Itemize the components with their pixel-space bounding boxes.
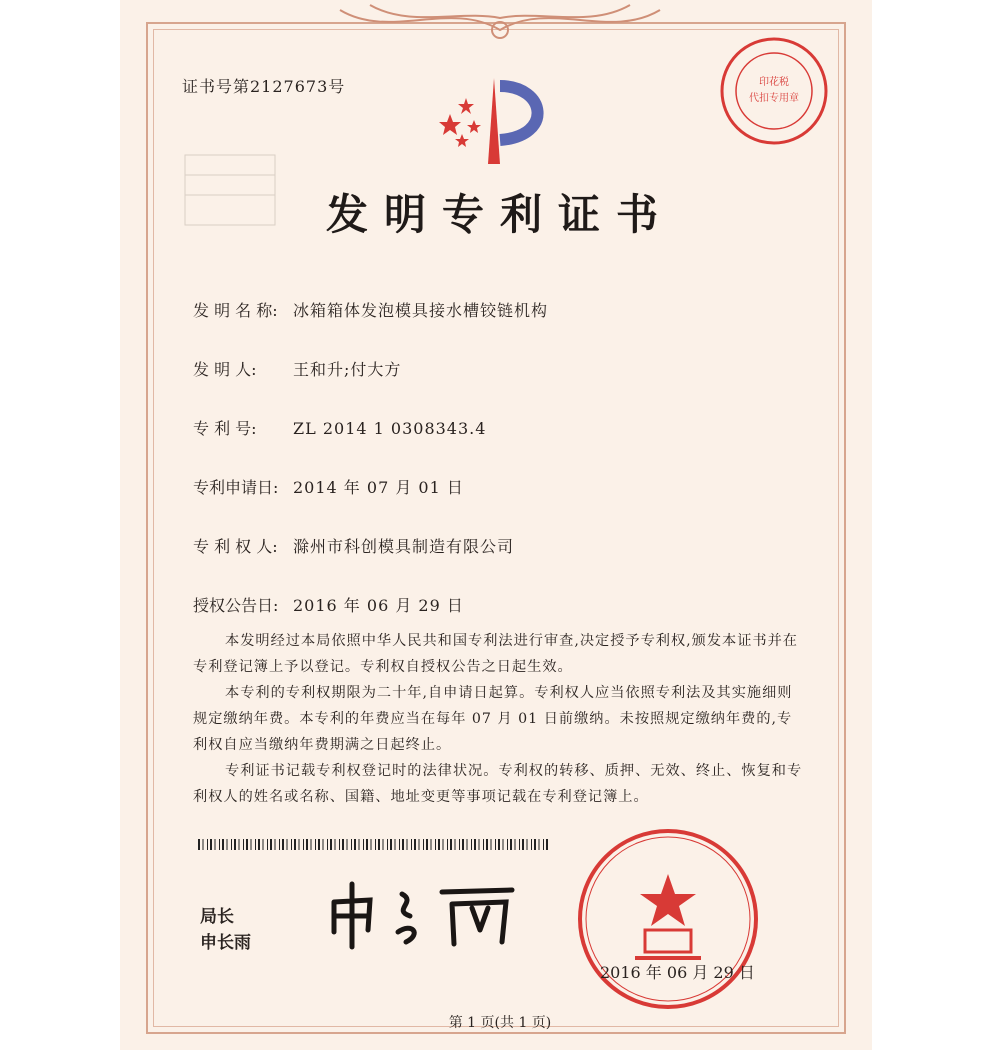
field-value: 滁州市科创模具制造有限公司 bbox=[293, 537, 515, 556]
field-label: 发 明 人: bbox=[193, 360, 257, 379]
barcode-bar bbox=[510, 839, 512, 850]
barcode-bar bbox=[347, 839, 348, 850]
page-number: 第 1 页(共 1 页) bbox=[448, 1015, 552, 1031]
paragraph: 本发明经过本局依照中华人民共和国专利法进行审查,决定授予专利权,颁发本证书并在专利登记簿上予以登记。专利权自授权公告之日起生效。 bbox=[193, 633, 798, 675]
barcode-bar bbox=[414, 839, 416, 850]
barcode-bar bbox=[198, 839, 200, 850]
barcode-bar bbox=[227, 839, 228, 850]
barcode-bar bbox=[527, 839, 528, 850]
field-grant-date bbox=[193, 593, 464, 616]
barcode-bar bbox=[323, 839, 324, 850]
barcode-bar bbox=[371, 839, 372, 850]
barcode-bar bbox=[282, 839, 284, 850]
barcode-bar bbox=[495, 839, 496, 850]
barcode-bar bbox=[375, 839, 376, 850]
barcode-bar bbox=[270, 839, 272, 850]
official-seal bbox=[575, 826, 761, 1012]
field-invention-name bbox=[193, 298, 548, 321]
field-label: 授权公告日: bbox=[193, 596, 279, 615]
svg-text:代扣专用章: 代扣专用章 bbox=[749, 93, 799, 104]
barcode-bar bbox=[207, 839, 208, 850]
barcode-bar bbox=[311, 839, 312, 850]
barcode-bar bbox=[423, 839, 424, 850]
barcode-bar bbox=[483, 839, 484, 850]
barcode-bar bbox=[210, 839, 212, 850]
svg-text:印花税: 印花税 bbox=[759, 77, 789, 88]
barcode-bar bbox=[503, 839, 504, 850]
handwritten-signature bbox=[322, 872, 532, 952]
barcode-bar bbox=[263, 839, 264, 850]
barcode-bar bbox=[294, 839, 296, 850]
barcode-bar bbox=[327, 839, 328, 850]
top-ornament bbox=[330, 0, 670, 46]
certificate-title: 发明专利证书 bbox=[325, 190, 674, 239]
signatory-block bbox=[200, 904, 251, 956]
barcode bbox=[198, 839, 550, 850]
barcode-bar bbox=[455, 839, 456, 850]
field-filing-date bbox=[193, 475, 464, 498]
barcode-bar bbox=[203, 839, 204, 850]
barcode-bar bbox=[411, 839, 412, 850]
barcode-bar bbox=[258, 839, 260, 850]
barcode-bar bbox=[243, 839, 244, 850]
barcode-bar bbox=[471, 839, 472, 850]
barcode-bar bbox=[315, 839, 316, 850]
barcode-bar bbox=[219, 839, 220, 850]
barcode-bar bbox=[467, 839, 468, 850]
barcode-bar bbox=[330, 839, 332, 850]
barcode-bar bbox=[450, 839, 452, 850]
barcode-bar bbox=[378, 839, 380, 850]
barcode-bar bbox=[498, 839, 500, 850]
barcode-bar bbox=[491, 839, 492, 850]
barcode-bar bbox=[426, 839, 428, 850]
field-value: 王和升;付大方 bbox=[293, 360, 402, 379]
field-value: ZL 2014 1 0308343.4 bbox=[293, 419, 487, 438]
barcode-bar bbox=[255, 839, 256, 850]
field-label: 专利申请日: bbox=[193, 478, 279, 497]
barcode-bar bbox=[222, 839, 224, 850]
barcode-bar bbox=[515, 839, 516, 850]
barcode-bar bbox=[531, 839, 532, 850]
barcode-bar bbox=[543, 839, 544, 850]
barcode-bar bbox=[339, 839, 340, 850]
barcode-bar bbox=[486, 839, 488, 850]
field-label: 专 利 权 人: bbox=[193, 537, 278, 556]
barcode-bar bbox=[251, 839, 252, 850]
field-value: 2016 年 06 月 29 日 bbox=[293, 596, 464, 615]
barcode-bar bbox=[479, 839, 480, 850]
barcode-bar bbox=[215, 839, 216, 850]
certificate-number: 证书号第2127673号 bbox=[182, 77, 346, 96]
barcode-bar bbox=[231, 839, 232, 850]
barcode-bar bbox=[363, 839, 364, 850]
barcode-bar bbox=[399, 839, 400, 850]
barcode-bar bbox=[474, 839, 476, 850]
barcode-bar bbox=[234, 839, 236, 850]
field-label: 专 利 号: bbox=[193, 419, 257, 438]
field-patent-number bbox=[193, 416, 486, 439]
barcode-bar bbox=[407, 839, 408, 850]
paragraph: 专利证书记载专利权登记时的法律状况。专利权的转移、质押、无效、终止、恢复和专利权人的姓名或名称、国籍、地址变更等事项记载在专利登记簿上。 bbox=[193, 763, 803, 805]
barcode-bar bbox=[443, 839, 444, 850]
field-patentee bbox=[193, 534, 514, 557]
field-inventor bbox=[193, 357, 401, 380]
barcode-bar bbox=[539, 839, 540, 850]
barcode-bar bbox=[246, 839, 248, 850]
barcode-bar bbox=[507, 839, 508, 850]
barcode-bar bbox=[447, 839, 448, 850]
barcode-bar bbox=[354, 839, 356, 850]
barcode-bar bbox=[267, 839, 268, 850]
barcode-bar bbox=[318, 839, 320, 850]
barcode-bar bbox=[390, 839, 392, 850]
barcode-bar bbox=[419, 839, 420, 850]
barcode-bar bbox=[462, 839, 464, 850]
barcode-bar bbox=[438, 839, 440, 850]
barcode-bar bbox=[306, 839, 308, 850]
barcode-bar bbox=[359, 839, 360, 850]
barcode-bar bbox=[546, 839, 548, 850]
barcode-bar bbox=[402, 839, 404, 850]
barcode-bar bbox=[459, 839, 460, 850]
barcode-bar bbox=[387, 839, 388, 850]
field-value: 冰箱箱体发泡模具接水槽铰链机构 bbox=[293, 301, 549, 320]
barcode-bar bbox=[275, 839, 276, 850]
barcode-bar bbox=[335, 839, 336, 850]
field-value: 2014 年 07 月 01 日 bbox=[293, 478, 464, 497]
seal-date: 2016 年 06 月 29 日 bbox=[600, 963, 755, 982]
tax-stamp bbox=[718, 35, 830, 147]
barcode-bar bbox=[279, 839, 280, 850]
barcode-bar bbox=[287, 839, 288, 850]
barcode-bar bbox=[303, 839, 304, 850]
barcode-bar bbox=[395, 839, 396, 850]
barcode-bar bbox=[431, 839, 432, 850]
barcode-bar bbox=[534, 839, 536, 850]
barcode-bar bbox=[291, 839, 292, 850]
barcode-bar bbox=[351, 839, 352, 850]
field-label: 发 明 名 称: bbox=[193, 301, 278, 320]
signatory-name: 申长雨 bbox=[200, 933, 251, 953]
barcode-bar bbox=[519, 839, 520, 850]
signatory-role: 局长 bbox=[200, 907, 234, 927]
barcode-bar bbox=[383, 839, 384, 850]
barcode-bar bbox=[435, 839, 436, 850]
barcode-bar bbox=[239, 839, 240, 850]
barcode-bar bbox=[299, 839, 300, 850]
paragraph: 本专利的专利权期限为二十年,自申请日起算。专利权人应当依照专利法及其实施细则规定缴纳年费。本专利的年费应当在每年 07 月 01 日前缴纳。未按照规定缴纳年费的,专利权自应当缴纳年费期满之日起终止。 bbox=[193, 685, 793, 753]
barcode-bar bbox=[522, 839, 524, 850]
barcode-bar bbox=[342, 839, 344, 850]
certificate-body bbox=[193, 628, 805, 810]
barcode-bar bbox=[366, 839, 368, 850]
patent-office-logo bbox=[428, 76, 558, 166]
